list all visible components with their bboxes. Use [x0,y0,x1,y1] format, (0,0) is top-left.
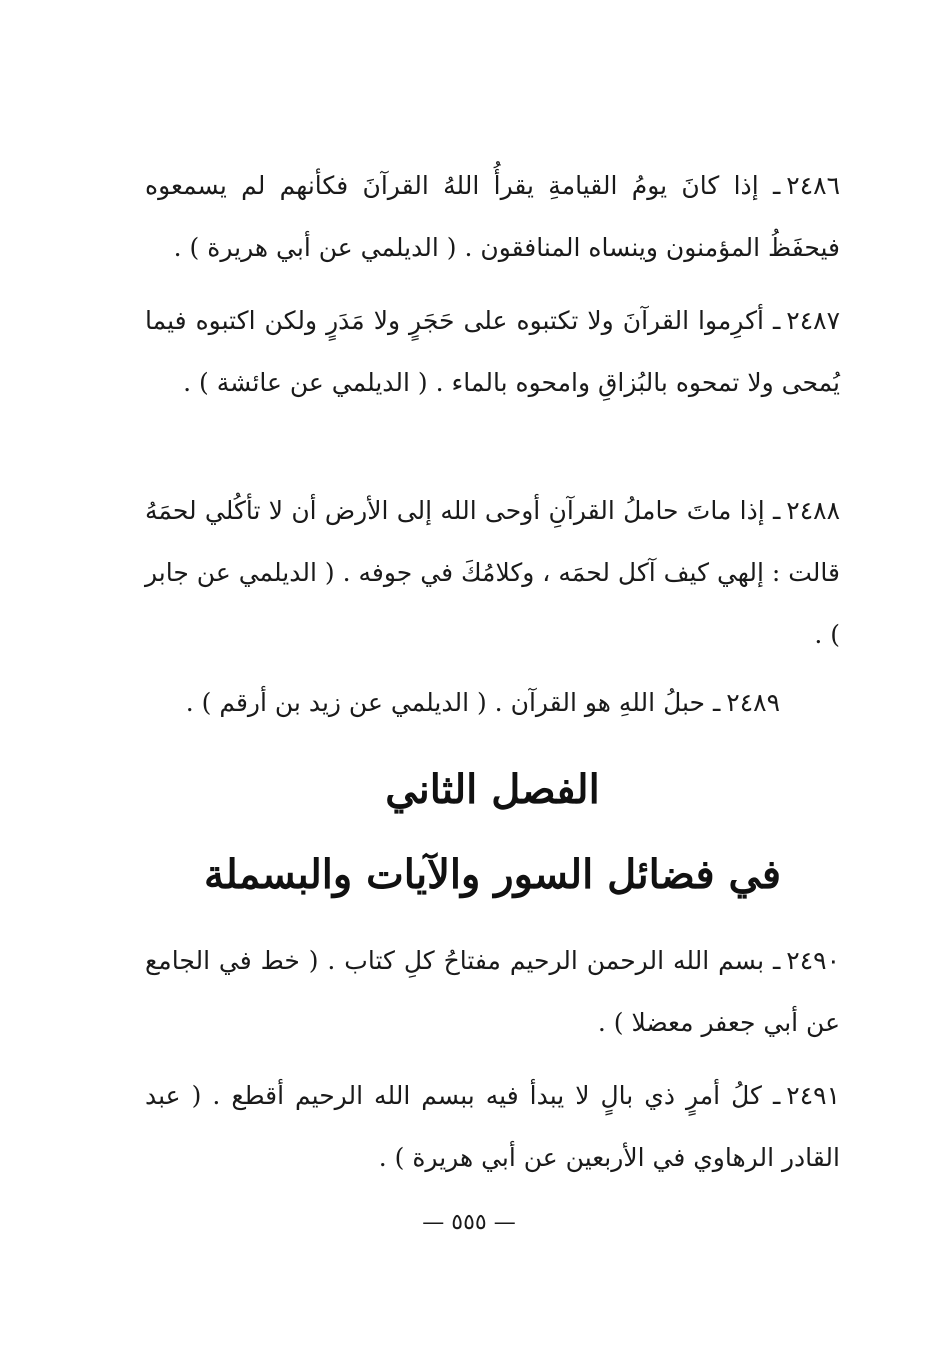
page-number: — ٥٥٥ — [422,1210,516,1235]
chapter-title: الفصل الثاني [385,766,600,813]
hadith-entry-2486 [145,155,840,279]
entry-text: ـ كلُ أمرٍ ذي بالٍ لا يبدأ فيه ببسم الله الرحيم أقطع . ( عبد القادر الرهاوي في الأربعين عن أبي هريرة ) . [145,1081,840,1172]
hadith-entry-2491 [145,1065,840,1189]
entry-number: ٢٤٩٠ [786,946,840,975]
chapter-subtitle: في فضائل السور والآيات والبسملة [204,851,781,898]
entry-number: ٢٤٩١ [786,1081,840,1110]
entry-text: ـ إذا ماتَ حاملُ القرآنِ أوحى الله إلى الأرض أن لا تأكُلي لحمَهُ قالت : إلهي كيف آكل لحمَه ، وكلامُكَ في جوفه . ( الديلمي عن جابر ) . [145,496,840,649]
entry-text: ـ حبلُ اللهِ هو القرآن . ( الديلمي عن زيد بن أرقم ) . [185,688,721,717]
entry-number: ٢٤٨٦ [786,171,840,200]
hadith-entry-2490 [145,930,840,1054]
entry-text: ـ بسم الله الرحمن الرحيم مفتاحُ كلِ كتاب . ( خط في الجامع عن أبي جعفر معضلا ) . [145,946,840,1037]
hadith-entry-2489 [145,672,780,734]
entry-number: ٢٤٨٩ [726,688,780,717]
hadith-entry-2487 [145,290,840,414]
hadith-entry-2488 [145,480,840,666]
entry-number: ٢٤٨٧ [786,306,840,335]
entry-number: ٢٤٨٨ [786,496,840,525]
entry-text: ـ إذا كانَ يومُ القيامةِ يقرأُ اللهُ القرآنَ فكأنهم لم يسمعوه فيحفَظُ المؤمنون وينساه المنافقون . ( الديلمي عن أبي هريرة ) . [145,171,840,262]
entry-text: ـ أكرِموا القرآنَ ولا تكتبوه على حَجَرٍ ولا مَدَرٍ ولكن اكتبوه فيما يُمحى ولا تمحوه بالبُزاقِ وامحوه بالماء . ( الديلمي عن عائشة ) . [145,306,840,397]
